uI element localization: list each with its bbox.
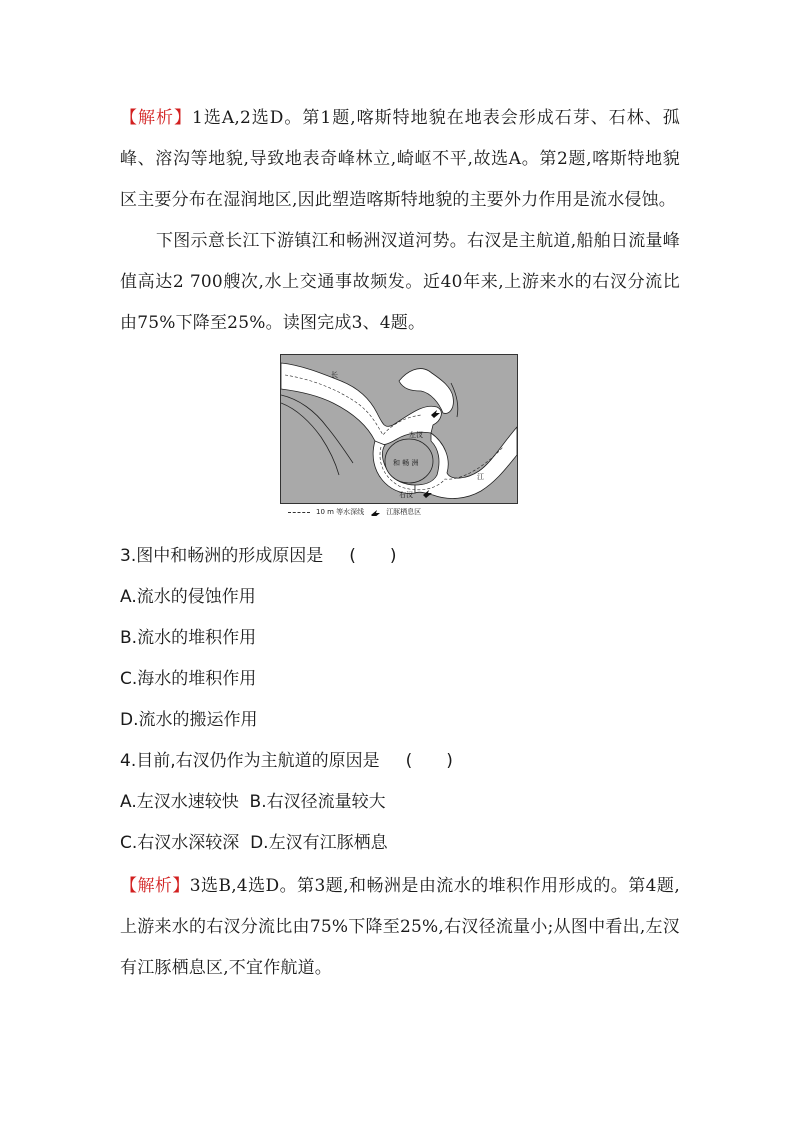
- question-3-option-b: B.流水的堆积作用: [120, 628, 257, 648]
- analysis-1: [120, 98, 680, 221]
- question-3-stem: [120, 536, 680, 577]
- map-label-island: 和 畅 洲: [393, 459, 419, 467]
- question-4-text: 4.目前,右汊仍作为主航道的原因是: [120, 751, 380, 771]
- analysis-2-text: 3选B,4选D。第3题,和畅洲是由流水的堆积作用形成的。第4题,上游来水的右汊分流比由75%下降至25%,右汊径流量小;从图中看出,左汊有江豚栖息区,不宜作航道。: [120, 876, 680, 978]
- document-page: [120, 98, 680, 989]
- answer-blank: ( ): [349, 546, 397, 566]
- isobath-legend-line: [288, 512, 310, 513]
- question-3-text: 3.图中和畅洲的形成原因是: [120, 546, 324, 566]
- map-figure: [280, 354, 520, 518]
- question-3-option-a: A.流水的侵蚀作用: [120, 587, 256, 607]
- map-label-left-branch: 左汊: [409, 431, 423, 439]
- map-legend: [280, 506, 520, 518]
- question-4-stem: [120, 741, 680, 782]
- river-map: [280, 354, 518, 504]
- isobath-legend-label: 10 m 等水深线: [316, 508, 365, 516]
- analysis-1-text: 1选A,2选D。第1题,喀斯特地貌在地表会形成石芽、石林、孤峰、溶沟等地貌,导致地表奇峰林立,崎岖不平,故选A。第2题,喀斯特地貌区主要分布在湿润地区,因此塑造喀斯特地貌的主要外力作用是流水侵蚀。: [120, 108, 680, 210]
- porpoise-legend-icon: [370, 508, 380, 516]
- answer-blank: ( ): [405, 751, 453, 771]
- map-label-chang: 长: [331, 371, 338, 379]
- analysis-2: [120, 866, 680, 989]
- question-3-option-d: D.流水的搬运作用: [120, 710, 258, 730]
- analysis-tag: 【解析】: [120, 108, 193, 128]
- habitat-legend-label: 江豚栖息区: [386, 508, 422, 516]
- analysis-tag: 【解析】: [120, 876, 190, 896]
- question-4-options-ab: A.左汊水速较快 B.右汊径流量较大: [120, 792, 386, 812]
- question-intro: 下图示意长江下游镇江和畅洲汊道河势。右汊是主航道,船舶日流量峰值高达2 700艘次,水上交通事故频发。近40年来,上游来水的右汊分流比由75%下降至25%。读图完成3、4题。: [120, 231, 680, 333]
- map-label-jiang: 江: [477, 473, 484, 481]
- question-3-option-c: C.海水的堆积作用: [120, 669, 257, 689]
- map-label-right-branch: 右汊: [399, 491, 413, 499]
- question-4-options-cd: C.右汊水深较深 D.左汊有江豚栖息: [120, 833, 388, 853]
